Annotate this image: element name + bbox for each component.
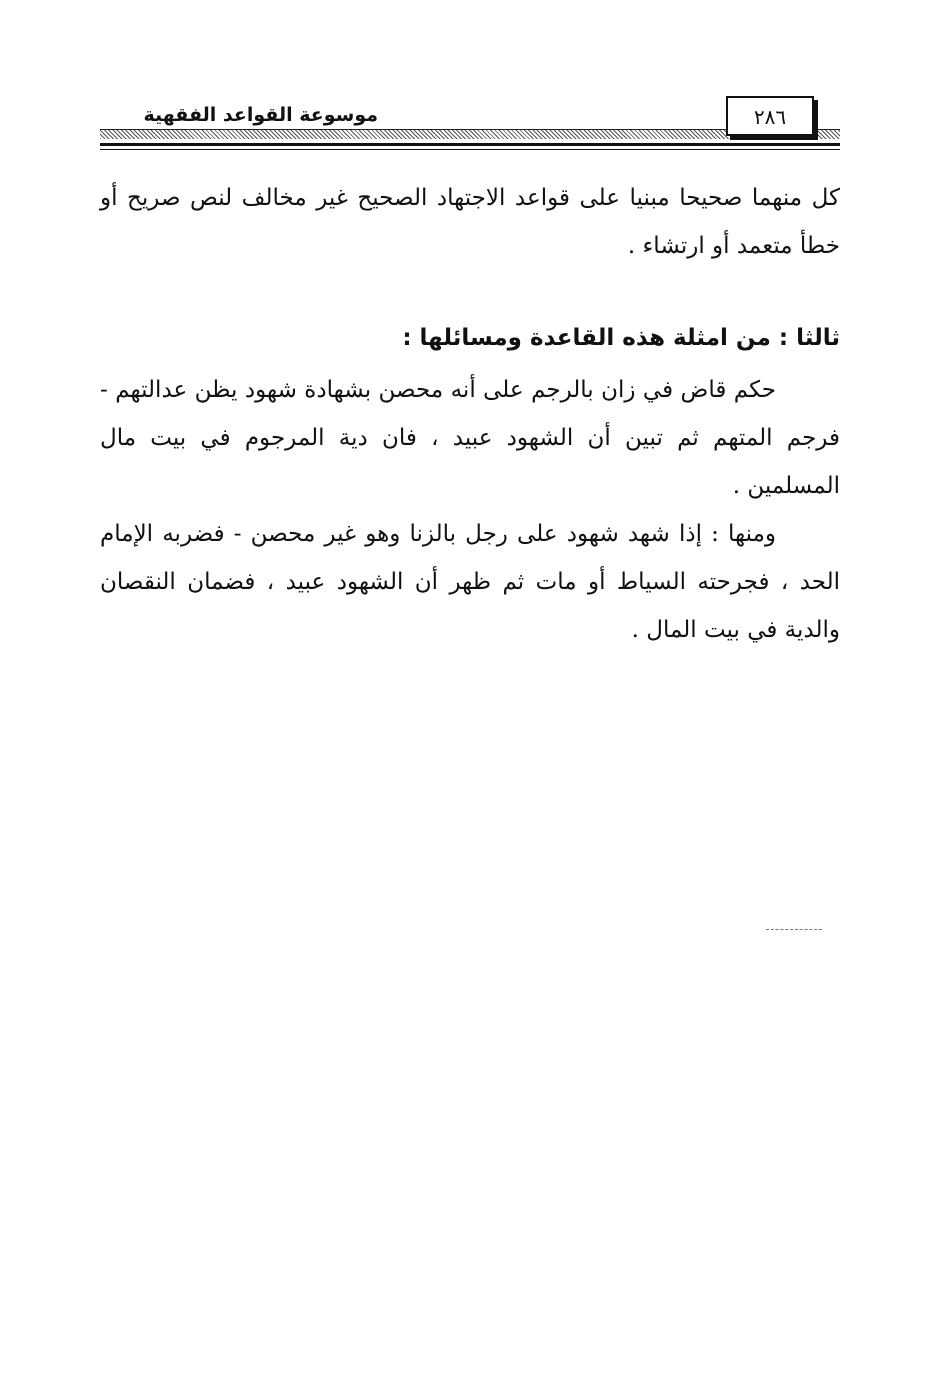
page-number-box bbox=[726, 96, 814, 136]
running-title: موسوعة القواعد الفقهية bbox=[143, 104, 378, 126]
header-rule-thick bbox=[100, 143, 840, 146]
page-number: ٢٨٦ bbox=[753, 105, 787, 129]
continuation-paragraph: كل منهما صحيحا مبنيا على قواعد الاجتهاد الصحيح غير مخالف لنص صريح أو خطأ متعمد أو ارتشاء . bbox=[100, 185, 840, 259]
header-rule-thin bbox=[100, 149, 840, 150]
dashed-mark bbox=[766, 929, 822, 930]
section-heading: ثالثا : من امثلة هذه القاعدة ومسائلها : bbox=[402, 325, 840, 351]
example-paragraph-2: ومنها : إذا شهد شهود على رجل بالزنا وهو غير محصن - فضربه الإمام الحد ، فجرحته السياط أو مات ثم ظهر أن الشهود عبيد ، فضمان النقصان والدية في بيت المال . bbox=[100, 521, 840, 643]
page-header bbox=[100, 96, 840, 152]
example-paragraph-1: حكم قاض في زان بالرجم على أنه محصن بشهادة شهود يظن عدالتهم - فرجم المتهم ثم تبين أن الشهود عبيد ، فان دية المرجوم في بيت مال المسلمين . bbox=[100, 377, 840, 499]
